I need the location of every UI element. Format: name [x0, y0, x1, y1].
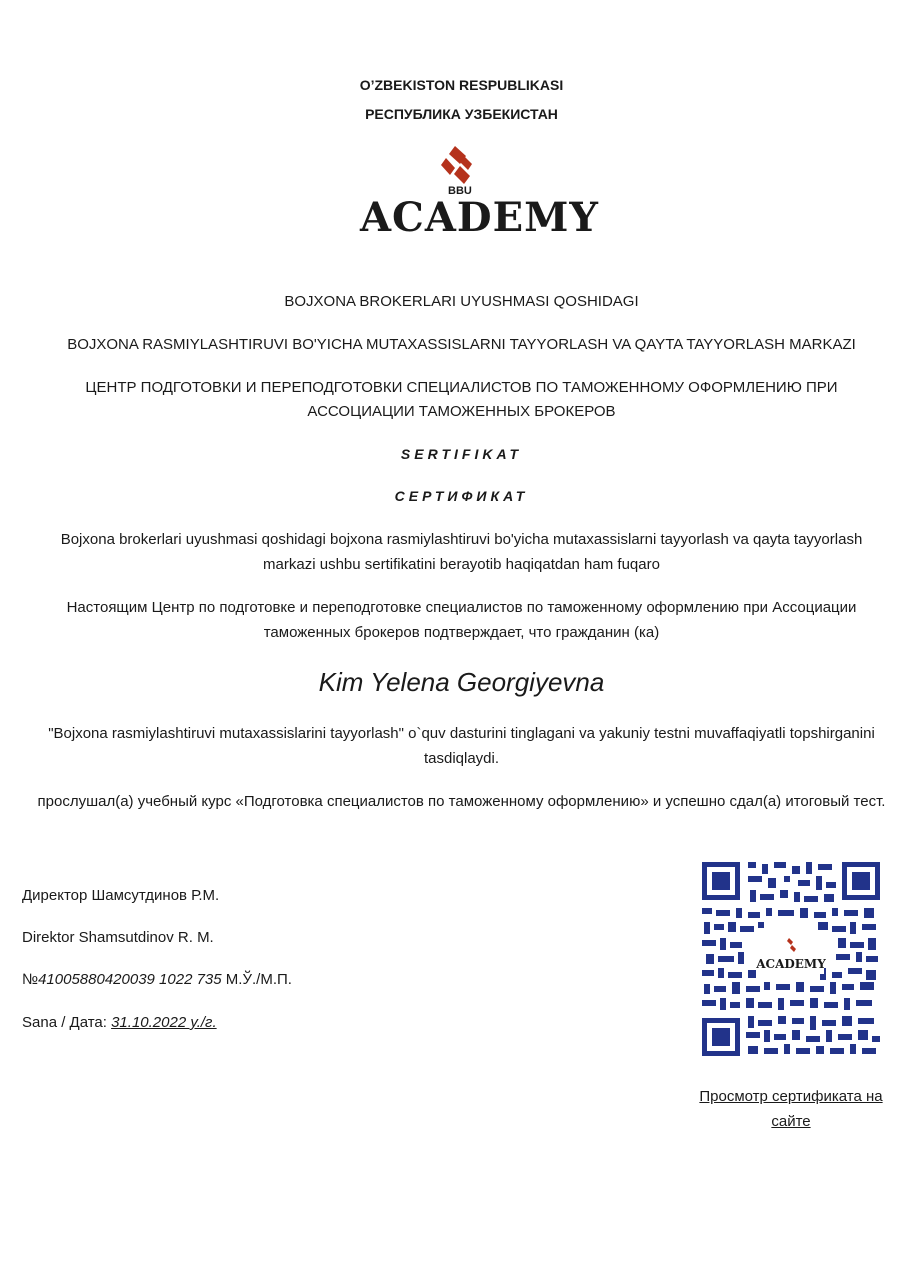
recipient-name: Kim Yelena Georgiyevna	[318, 667, 605, 697]
org-line-2: BOJXONA RASMIYLASHTIRUVI BO'YICHA MUTAXASSISLARNI TAYYORLASH VA QAYTA TAYYORLASH MARKAZI	[67, 336, 856, 353]
qr-code-image	[700, 860, 882, 1058]
view-certificate-link[interactable]	[680, 1084, 902, 1134]
course-uz-b: tasdiqlaydi.	[423, 750, 500, 767]
title-uz: SERTIFIKAT	[400, 446, 523, 462]
intro-uz-a: Bojxona brokerlari uyushmasi qoshidagi bojxona rasmiylashtiruvi bo'yicha mutaxassislarni tayyorlash va qayta tayyorlash	[60, 531, 863, 548]
stamp-label: М.Ў./М.П.	[221, 971, 292, 988]
date-label: Sana / Дата:	[22, 1014, 112, 1031]
view-certificate-link-line-2: сайте	[771, 1113, 811, 1130]
view-certificate-link-line-1: Просмотр сертификата на	[699, 1088, 883, 1105]
logo-word: ACADEMY	[360, 194, 599, 241]
director-uz: Direktor Shamsutdinov R. M.	[22, 929, 214, 946]
qr-logo-word: ACADEMY	[756, 957, 826, 971]
org-line-3b: АССОЦИАЦИИ ТАМОЖЕННЫХ БРОКЕРОВ	[307, 403, 616, 420]
intro-ru-b: таможенных брокеров подтверждает, что гражданин (ка)	[263, 624, 660, 641]
course-ru: прослушал(а) учебный курс «Подготовка специалистов по таможенному оформлению» и успешно сдал(а) итоговый тест.	[37, 793, 886, 810]
org-line-1: BOJXONA BROKERLARI UYUSHMASI QOSHIDAGI	[284, 293, 639, 310]
director-ru: Директор Шамсутдинов Р.М.	[22, 887, 220, 904]
intro-uz-b: markazi ushbu sertifikatini berayotib haqiqatdan ham fuqaro	[263, 556, 660, 573]
date-row	[22, 1014, 217, 1031]
org-line-3a: ЦЕНТР ПОДГОТОВКИ И ПЕРЕПОДГОТОВКИ СПЕЦИАЛИСТОВ ПО ТАМОЖЕННОМУ ОФОРМЛЕНИЮ ПРИ	[85, 379, 838, 396]
certificate-number-row	[22, 971, 292, 988]
title-ru: СЕРТИФИКАТ	[394, 488, 529, 504]
qr-code[interactable]	[700, 860, 882, 1058]
academy-logo	[360, 142, 599, 247]
bbu-diamond-icon	[360, 142, 570, 202]
country-name-uz: O’ZBEKISTON RESPUBLIKASI	[359, 77, 564, 93]
date-value: 31.10.2022 y./г.	[111, 1014, 217, 1031]
certificate-number: 41005880420039 1022 735	[38, 971, 222, 988]
intro-ru-a: Настоящим Центр по подготовке и переподготовке специалистов по таможенному оформлению при Ассоциации	[66, 599, 857, 616]
number-prefix: №	[22, 971, 39, 988]
country-name-ru: РЕСПУБЛИКА УЗБЕКИСТАН	[365, 106, 558, 122]
bbu-label: BBU	[448, 185, 472, 197]
course-uz-a: "Bojxona rasmiylashtiruvi mutaxassislarini tayyorlash" o`quv dasturini tinglagani va yakuniy testni muvaffaqiyatli topshirganini	[48, 725, 875, 742]
